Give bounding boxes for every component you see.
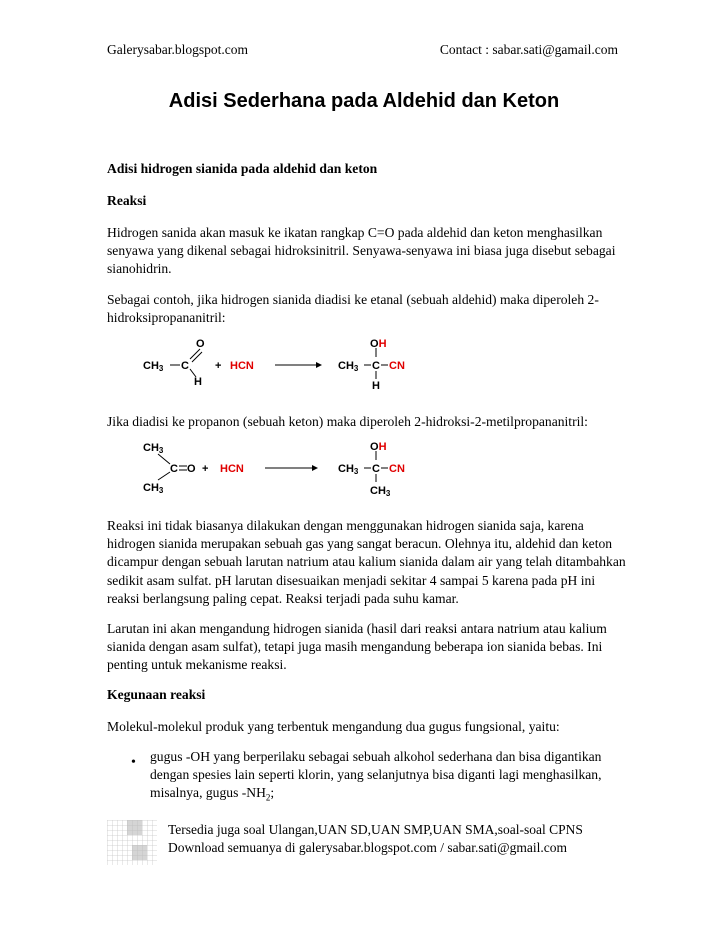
r1-product-c: C: [372, 360, 380, 372]
paragraph-6: Molekul-molekul produk yang terbentuk mengandung dua gugus fungsional, yaitu:: [107, 719, 560, 734]
r1-o: O: [196, 338, 205, 350]
paragraph-3: Jika diadisi ke propanon (sebuah keton) maka diperoleh 2-hidroksi-2-metilpropananitril:: [107, 414, 588, 429]
r2-product-cn: CN: [389, 463, 405, 475]
r1-h: H: [194, 376, 202, 388]
paragraph-2: Sebagai contoh, jika hidrogen sianida diadisi ke etanal (sebuah aldehid) maka diperoleh 2-hidroksipropananitril:: [107, 292, 599, 326]
footer-line-1: Tersedia juga soal Ulangan,UAN SD,UAN SMP,UAN SMA,soal-soal CPNS: [168, 822, 583, 837]
reaction-2-diagram: [140, 438, 420, 500]
paragraph-5: Larutan ini akan mengandung hidrogen sianida (hasil dari reaksi antara natrium atau kalium sianida dengan asam sulfat), tetapi juga masih mengandung beberapa ion sianida bebas. Ini penting untuk mekanisme reaksi.: [107, 621, 607, 673]
r2-plus: +: [202, 463, 209, 475]
r1-c: C: [181, 360, 189, 372]
section-heading: Adisi hidrogen sianida pada aldehid dan keton: [107, 161, 378, 176]
footer-grid-decoration: [107, 820, 157, 865]
paragraph-4: Reaksi ini tidak biasanya dilakukan dengan menggunakan hidrogen sianida saja, karena hidrogen sianida merupakan sebuah gas yang sangat beracun. Olehnya itu, aldehid dan keton dicampur dengan sebuah larutan natrium atau kalium sianida dalam air yang telah ditambahkan sedikit asam sulfat. pH larutan disesuaikan menjadi sekitar 4 sampai 5 karena pada pH ini reaksi berlangsung paling cepat. Reaksi terjadi pada suhu kamar.: [107, 518, 626, 606]
r2-hcn: HCN: [220, 463, 244, 475]
r1-product-h: H: [372, 380, 380, 392]
r2-c: C: [170, 463, 178, 475]
bullet-marker: •: [131, 755, 136, 770]
footer-line-2: Download semuanya di galerysabar.blogspot.com / sabar.sati@gmail.com: [168, 840, 567, 855]
r2-ch3-top: CH3: [143, 442, 164, 455]
r2-product-c: C: [372, 463, 380, 475]
reaction-heading: Reaksi: [107, 193, 147, 208]
r2-ch3-bottom: CH3: [143, 482, 164, 495]
paragraph-1: Hidrogen sanida akan masuk ke ikatan rangkap C=O pada aldehid dan keton menghasilkan senyawa yang dikenal sebagai hidroksinitril. Senyawa-senyawa ini biasa juga disebut sebagai sianohidrin.: [107, 225, 616, 277]
r2-product-ch3-left: CH3: [338, 463, 359, 476]
header-contact: Contact : sabar.sati@gamail.com: [439, 42, 618, 57]
r2-product-oh: OH: [370, 441, 387, 453]
bullet-item-1: gugus -OH yang berperilaku sebagai sebuah alkohol sederhana dan bisa digantikan dengan spesies lain seperti klorin, yang selanjutnya bisa diganti lagi menghasilkan, misalnya, gugus $-NH_2$;: [150, 749, 602, 804]
r2-product-ch3-bottom: CH3: [370, 485, 391, 498]
r1-product-cn: CN: [389, 360, 405, 372]
r1-plus: +: [215, 360, 222, 372]
r1-product-ch3: CH3: [338, 360, 359, 373]
r2-o: O: [187, 463, 196, 475]
r1-hcn: HCN: [230, 360, 254, 372]
uses-heading: Kegunaan reaksi: [107, 687, 206, 702]
reaction-1-diagram: [140, 335, 420, 395]
footer-note: [168, 821, 583, 857]
page-title: Adisi Sederhana pada Aldehid dan Keton: [168, 90, 560, 112]
r1-product-oh: OH: [370, 338, 387, 350]
r1-ch3: CH3: [143, 360, 164, 373]
header-site: Galerysabar.blogspot.com: [107, 42, 248, 57]
